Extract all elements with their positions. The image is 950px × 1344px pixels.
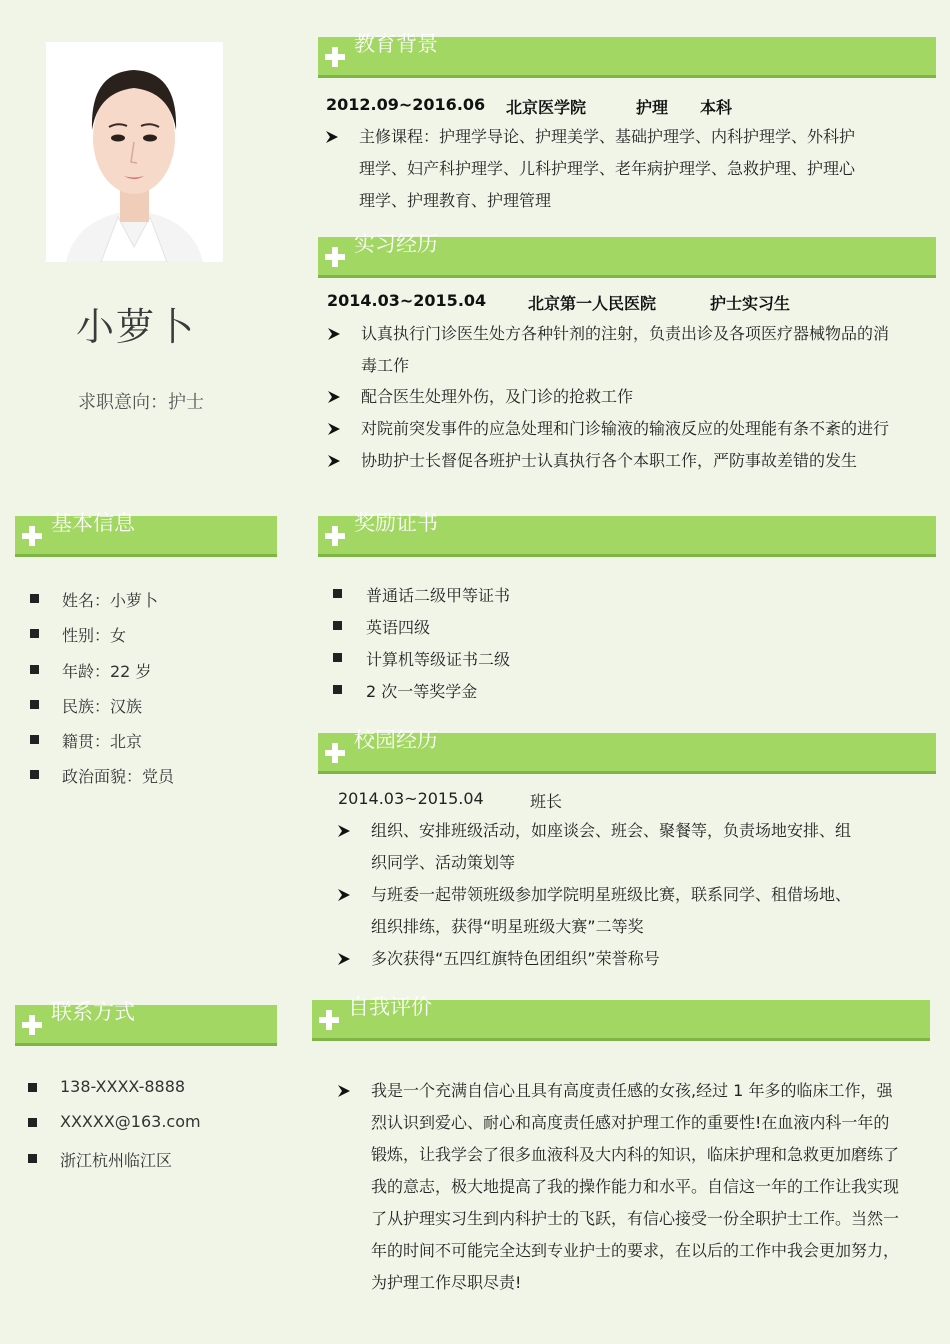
education-period: 2012.09~2016.06 xyxy=(326,95,486,114)
square-bullet-icon xyxy=(333,653,342,662)
internship-item: 协助护士长督促各班护士认真执行各个本职工作，严防事故差错的发生 xyxy=(361,451,858,470)
basic-info-politics: 政治面貌：党员 xyxy=(62,767,175,786)
square-bullet-icon xyxy=(28,1083,37,1092)
section-header-education: 教育背景 xyxy=(318,31,936,78)
square-bullet-icon xyxy=(28,1154,37,1163)
internship-period: 2014.03~2015.04 xyxy=(327,291,487,310)
campus-item: 多次获得“五四红旗特色团组织”荣誉称号 xyxy=(371,949,660,968)
contact-address: 浙江杭州临江区 xyxy=(60,1151,173,1170)
profile-photo xyxy=(46,42,223,262)
plus-icon xyxy=(22,526,42,546)
internship-item: 配合医生处理外伤，及门诊的抢救工作 xyxy=(361,387,634,406)
section-header-contact: 联系方式 xyxy=(15,999,277,1046)
plus-icon xyxy=(319,1010,339,1030)
profile-name: 小萝卜 xyxy=(76,305,197,349)
square-bullet-icon xyxy=(30,665,39,674)
arrow-bullet-icon xyxy=(328,455,340,467)
award-item: 英语四级 xyxy=(366,618,431,637)
contact-phone: 138-XXXX-8888 xyxy=(60,1077,186,1096)
internship-role: 护士实习生 xyxy=(710,294,791,313)
campus-item: 组织、安排班级活动，如座谈会、班会、聚餐等，负责场地安排、组 织同学、活动策划等 xyxy=(371,821,852,872)
plus-icon xyxy=(325,247,345,267)
arrow-bullet-icon xyxy=(338,953,350,965)
award-item: 普通话二级甲等证书 xyxy=(366,586,511,605)
education-degree: 本科 xyxy=(700,98,733,117)
plus-icon xyxy=(325,47,345,67)
arrow-bullet-icon xyxy=(338,1085,350,1097)
section-header-campus: 校园经历 xyxy=(318,727,936,774)
basic-info-age: 年龄：22 岁 xyxy=(62,662,152,681)
arrow-bullet-icon xyxy=(328,328,340,340)
square-bullet-icon xyxy=(30,770,39,779)
plus-icon xyxy=(325,526,345,546)
square-bullet-icon xyxy=(30,700,39,709)
award-item: 2 次一等奖学金 xyxy=(366,682,478,701)
education-major: 护理 xyxy=(636,98,669,117)
basic-info-gender: 性别：女 xyxy=(62,626,127,645)
square-bullet-icon xyxy=(333,685,342,694)
square-bullet-icon xyxy=(28,1118,37,1127)
award-item: 计算机等级证书二级 xyxy=(366,650,511,669)
education-school: 北京医学院 xyxy=(506,98,587,117)
arrow-bullet-icon xyxy=(338,889,350,901)
plus-icon xyxy=(325,743,345,763)
basic-info-ethnicity: 民族：汉族 xyxy=(62,697,143,716)
campus-role: 班长 xyxy=(530,792,563,811)
arrow-bullet-icon xyxy=(328,391,340,403)
square-bullet-icon xyxy=(333,621,342,630)
square-bullet-icon xyxy=(30,629,39,638)
campus-period: 2014.03~2015.04 xyxy=(338,789,484,808)
internship-org: 北京第一人民医院 xyxy=(528,294,657,313)
square-bullet-icon xyxy=(30,594,39,603)
plus-icon xyxy=(22,1015,42,1035)
internship-item: 认真执行门诊医生处方各种针剂的注射，负责出诊及各项医疗器械物品的消 毒工作 xyxy=(361,324,890,375)
basic-info-name: 姓名：小萝卜 xyxy=(62,591,159,610)
square-bullet-icon xyxy=(333,589,342,598)
arrow-bullet-icon xyxy=(326,131,338,143)
arrow-bullet-icon xyxy=(328,423,340,435)
contact-email: XXXXX@163.com xyxy=(60,1112,201,1131)
section-header-awards: 奖励证书 xyxy=(318,510,936,557)
section-header-basic: 基本信息 xyxy=(15,510,277,557)
education-courses: 主修课程：护理学导论、护理美学、基础护理学、内科护理学、外科护 理学、妇产科护理学、儿科护理学、老年病护理学、急救护理、护理心 理学、护理教育、护理管理 xyxy=(359,127,856,210)
section-header-self: 自我评价 xyxy=(312,994,930,1041)
basic-info-origin: 籍贯：北京 xyxy=(62,732,143,751)
campus-item: 与班委一起带领班级参加学院明星班级比赛，联系同学、租借场地、 组织排练，获得“明星班级大赛”二等奖 xyxy=(371,885,852,936)
internship-item: 对院前突发事件的应急处理和门诊输液的输液反应的处理能有条不紊的进行 xyxy=(361,419,890,438)
arrow-bullet-icon xyxy=(338,825,350,837)
section-header-internship: 实习经历 xyxy=(318,231,936,278)
square-bullet-icon xyxy=(30,735,39,744)
self-evaluation-text: 我是一个充满自信心且具有高度责任感的女孩,经过 1 年多的临床工作，强 烈认识到爱心、耐心和高度责任感对护理工作的重要性!在血液内科一年的 锻炼，让我学会了很多血液科及大内科的知识，临床护理和急救更加磨练了 我的意志，极大地提高了我的操作能力和水平。自信这一年的工作让我实现 了从护理实习生到内科护士的飞跃，有信心接受一份全职护士工作。当然一 年的时间不可能完全达到专业护士的要求，在以后的工作中我会更加努力， 为护理工作尽职尽责! xyxy=(371,1081,900,1292)
job-intent: 求职意向：护士 xyxy=(78,392,204,413)
